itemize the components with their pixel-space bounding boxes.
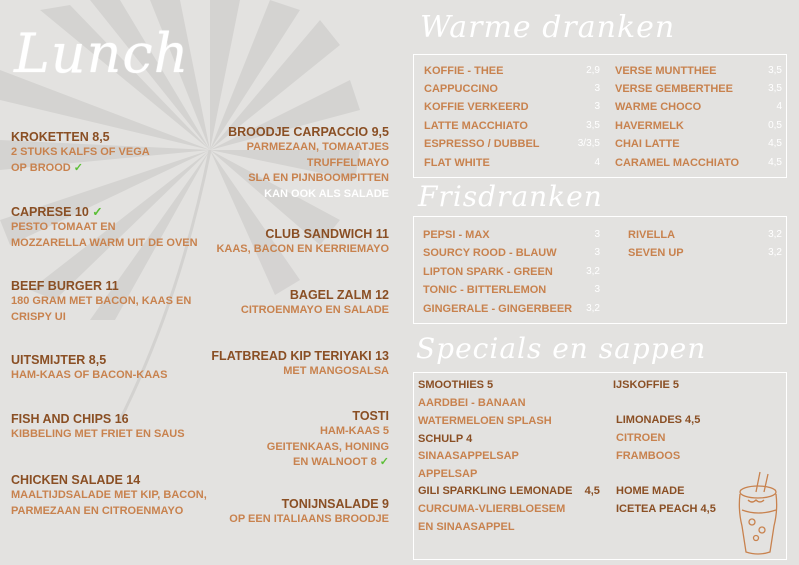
item-desc: KIBBELING MET FRIET EN SAUS <box>11 428 185 440</box>
item-desc: HAM-KAAS OF BACON-KAAS <box>11 369 168 381</box>
item-desc: SLA EN PIJNBOOMPITTEN <box>248 172 389 184</box>
warm-drinks-title: Warme dranken <box>420 10 676 45</box>
drink-price: 3,5 <box>586 120 600 131</box>
item-desc: HAM-KAAS 5 <box>319 425 389 437</box>
special-heading: LIMONADES 4,5 <box>616 414 701 426</box>
special-heading: ICETEA PEACH 4,5 <box>616 503 716 515</box>
item-name: KROKETTEN 8,5 <box>11 130 110 144</box>
item-name: UITSMIJTER 8,5 <box>11 353 107 367</box>
iced-drink-icon <box>730 470 786 558</box>
item-name: BEEF BURGER 11 <box>11 279 119 293</box>
vegetarian-check-icon: ✓ <box>92 205 103 219</box>
lunch-item-broodje-carpaccio <box>179 124 389 202</box>
lunch-item-club-sandwich <box>179 226 389 258</box>
soft-drinks-title: Frisdranken <box>418 180 603 213</box>
item-note: KAN OOK ALS SALADE <box>264 187 389 200</box>
item-desc: MET MANGOSALSA <box>283 365 389 377</box>
drink-name: CARAMEL MACCHIATO <box>615 157 740 169</box>
item-name: FISH AND CHIPS 16 <box>11 412 129 426</box>
drink-name: PEPSI - MAX <box>423 229 490 241</box>
drink-price: 3 <box>594 229 600 240</box>
special-item: AARDBEI - BANAAN <box>418 397 526 409</box>
drink-name: LATTE MACCHIATO <box>424 120 528 132</box>
vegetarian-check-icon: ✓ <box>73 161 83 174</box>
drink-name: RIVELLA <box>628 229 676 241</box>
item-name: TONIJNSALADE 9 <box>281 497 389 511</box>
drink-name: CAPPUCCINO <box>424 83 498 95</box>
item-desc: KAAS, BACON EN KERRIEMAYO <box>216 243 389 255</box>
drink-price: 0,5 <box>768 120 782 131</box>
item-desc: MOZZARELLA WARM UIT DE OVEN <box>11 236 198 249</box>
item-desc: CRISPY UI <box>11 310 66 323</box>
drink-price: 4,5 <box>768 138 782 149</box>
drink-name: GINGERALE - GINGERBEER <box>423 303 573 315</box>
drink-name: VERSE GEMBERTHEE <box>615 83 733 95</box>
item-desc: MAALTIJDSALADE MET KIP, BACON, <box>11 489 207 501</box>
drink-price: 4 <box>594 157 600 168</box>
drink-price: 4,5 <box>768 157 782 168</box>
special-item: APPELSAP <box>418 468 478 480</box>
special-heading: IJSKOFFIE 5 <box>613 379 680 391</box>
special-item: FRAMBOOS <box>616 450 681 462</box>
drink-price: 3/3,5 <box>577 138 600 149</box>
item-name: BAGEL ZALM 12 <box>289 288 389 302</box>
drink-name: ESPRESSO / DUBBEL <box>424 138 540 150</box>
drink-price: 3 <box>594 284 600 295</box>
drink-price: 3,2 <box>586 303 600 314</box>
lunch-item-caprese <box>11 204 198 251</box>
drink-name: CHAI LATTE <box>615 138 680 150</box>
lunch-item-tosti <box>179 408 389 471</box>
drink-price: 3,5 <box>768 65 782 76</box>
special-heading: HOME MADE <box>616 485 685 497</box>
vegetarian-check-icon: ✓ <box>379 456 389 468</box>
drink-price: 2,9 <box>586 65 600 76</box>
drink-price: 3 <box>594 247 600 258</box>
drink-name: KOFFIE - THEE <box>424 65 504 77</box>
drink-name: HAVERMELK <box>615 120 684 132</box>
drink-price: 3,2 <box>586 266 600 277</box>
special-item: SINAASAPPELSAP <box>418 450 519 462</box>
item-name: TOSTI <box>352 409 389 423</box>
item-desc: GEITENKAAS, HONING <box>266 440 389 453</box>
item-name: CAPRESE 10 <box>11 205 89 219</box>
drink-price: 4 <box>776 101 782 112</box>
specials-title: Specials en sappen <box>416 332 707 365</box>
special-item: CITROEN <box>616 432 666 444</box>
drink-price: 3 <box>594 83 600 94</box>
lunch-item-uitsmijter <box>11 352 167 384</box>
drink-price: 3,5 <box>768 83 782 94</box>
item-desc-text: OP BROOD <box>11 161 71 174</box>
lunch-item-kroketten <box>11 129 150 176</box>
item-desc-last <box>11 161 150 177</box>
drink-price: 3,2 <box>768 247 782 258</box>
item-name: CHICKEN SALADE 14 <box>11 473 141 487</box>
lunch-title: Lunch <box>14 22 190 85</box>
item-name-line <box>11 204 198 220</box>
item-desc: OP EEN ITALIAANS BROODJE <box>229 513 389 525</box>
item-desc: CITROENMAYO EN SALADE <box>240 304 389 316</box>
drink-name: WARME CHOCO <box>615 101 702 113</box>
lunch-item-fish-and-chips <box>11 411 185 443</box>
special-item: EN SINAASAPPEL <box>418 521 515 533</box>
item-name: FLATBREAD KIP TERIYAKI 13 <box>211 349 389 363</box>
lunch-item-chicken-salade <box>11 472 207 519</box>
lunch-item-beef-burger <box>11 278 191 325</box>
drink-name: TONIC - BITTERLEMON <box>423 284 547 296</box>
lunch-item-bagel-zalm <box>179 287 389 319</box>
drink-name: SEVEN UP <box>628 247 684 259</box>
item-desc: PARMEZAAN, TOMAATJES <box>246 141 389 153</box>
special-heading: SMOOTHIES 5 <box>418 379 494 391</box>
drink-name: FLAT WHITE <box>424 157 490 169</box>
item-desc: PESTO TOMAAT EN <box>11 221 116 233</box>
item-desc: TRUFFELMAYO <box>306 156 389 169</box>
item-desc: 180 GRAM MET BACON, KAAS EN <box>11 295 192 307</box>
item-desc: 2 STUKS KALFS OF VEGA <box>11 146 150 158</box>
drink-name: LIPTON SPARK - GREEN <box>423 266 553 278</box>
lunch-item-tonijnsalade <box>179 496 389 528</box>
drink-name: SOURCY ROOD - BLAUW <box>423 247 557 259</box>
item-desc: PARMEZAAN EN CITROENMAYO <box>11 504 184 517</box>
special-heading: SCHULP 4 <box>418 433 473 445</box>
item-name: BROODJE CARPACCIO 9,5 <box>228 125 389 139</box>
drink-name: KOFFIE VERKEERD <box>424 101 529 113</box>
special-item: WATERMELOEN SPLASH <box>418 415 552 427</box>
item-desc-last <box>179 455 389 471</box>
lunch-item-flatbread <box>179 348 389 380</box>
special-heading: GILI SPARKLING LEMONADE 4,5 <box>418 485 600 497</box>
drink-name: VERSE MUNTTHEE <box>615 65 717 77</box>
drink-price: 3,2 <box>768 229 782 240</box>
special-item: CURCUMA-VLIERBLOESEM <box>418 503 566 515</box>
drink-price: 3 <box>594 101 600 112</box>
item-desc-text: EN WALNOOT 8 <box>292 456 377 468</box>
item-name: CLUB SANDWICH 11 <box>265 227 389 241</box>
